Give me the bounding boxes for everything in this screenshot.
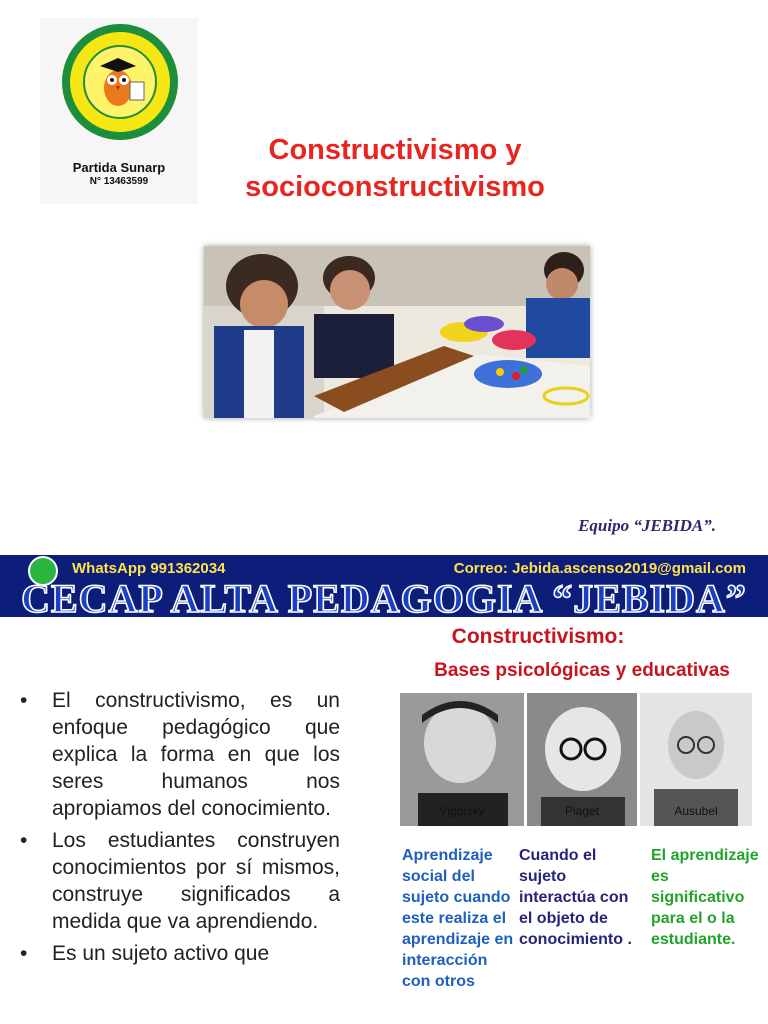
portrait-vigotsky — [400, 693, 524, 826]
bullet-icon: • — [20, 829, 28, 852]
logo-block — [40, 18, 198, 204]
list-item — [20, 687, 340, 822]
institution-name: CECAP ALTA PEDAGOGIA “JEBIDA” — [21, 576, 747, 617]
vigotsky-description: Aprendizaje social del sujeto cuando este realiza el aprendizaje en interacción con otros — [402, 847, 514, 990]
partida-label: Partida Sunarp — [72, 160, 166, 175]
section-title: Constructivismo: — [451, 625, 625, 648]
email-address: Correo: Jebida.ascenso2019@gmail.com — [453, 560, 746, 577]
portrait-caption: Piaget — [564, 804, 600, 818]
portrait-piaget — [527, 693, 637, 826]
bullet-text: El constructivismo, es un enfoque pedagógico que explica la forma en que los seres humanos nos apropiamos del conocimiento. — [52, 689, 340, 820]
list-item — [20, 940, 340, 967]
whatsapp-number: WhatsApp 991362034 — [72, 560, 226, 577]
piaget-description: Cuando el sujeto interactúa con el objeto de conocimiento . — [519, 847, 632, 948]
classroom-photo — [204, 246, 590, 418]
slide-bases — [0, 617, 768, 1024]
list-item — [20, 827, 340, 935]
contact-banner — [0, 555, 768, 617]
portrait-caption: Ausubel — [674, 804, 718, 818]
registration-number: N° 13463599 — [89, 176, 149, 187]
bullet-list — [20, 687, 340, 972]
ausubel-description: El aprendizaje es significativo para el o la estudiante. — [651, 847, 759, 948]
institution-seal-logo — [60, 22, 180, 142]
title-line-2: socioconstructivismo — [245, 171, 545, 203]
bullet-icon: • — [20, 689, 28, 712]
bullet-text: Los estudiantes construyen conocimientos por sí mismos, construye significados a medida que va aprendiendo. — [52, 829, 340, 933]
portrait-ausubel — [640, 693, 752, 826]
portrait-caption: Vigotsky — [439, 804, 485, 818]
slide-title — [200, 132, 590, 206]
bullet-icon: • — [20, 942, 28, 965]
title-line-1: Constructivismo y — [268, 134, 522, 166]
section-subtitle: Bases psicológicas y educativas — [434, 660, 730, 681]
team-signature: Equipo “JEBIDA”. — [578, 516, 716, 535]
bullet-text: Es un sujeto activo que — [52, 942, 270, 965]
